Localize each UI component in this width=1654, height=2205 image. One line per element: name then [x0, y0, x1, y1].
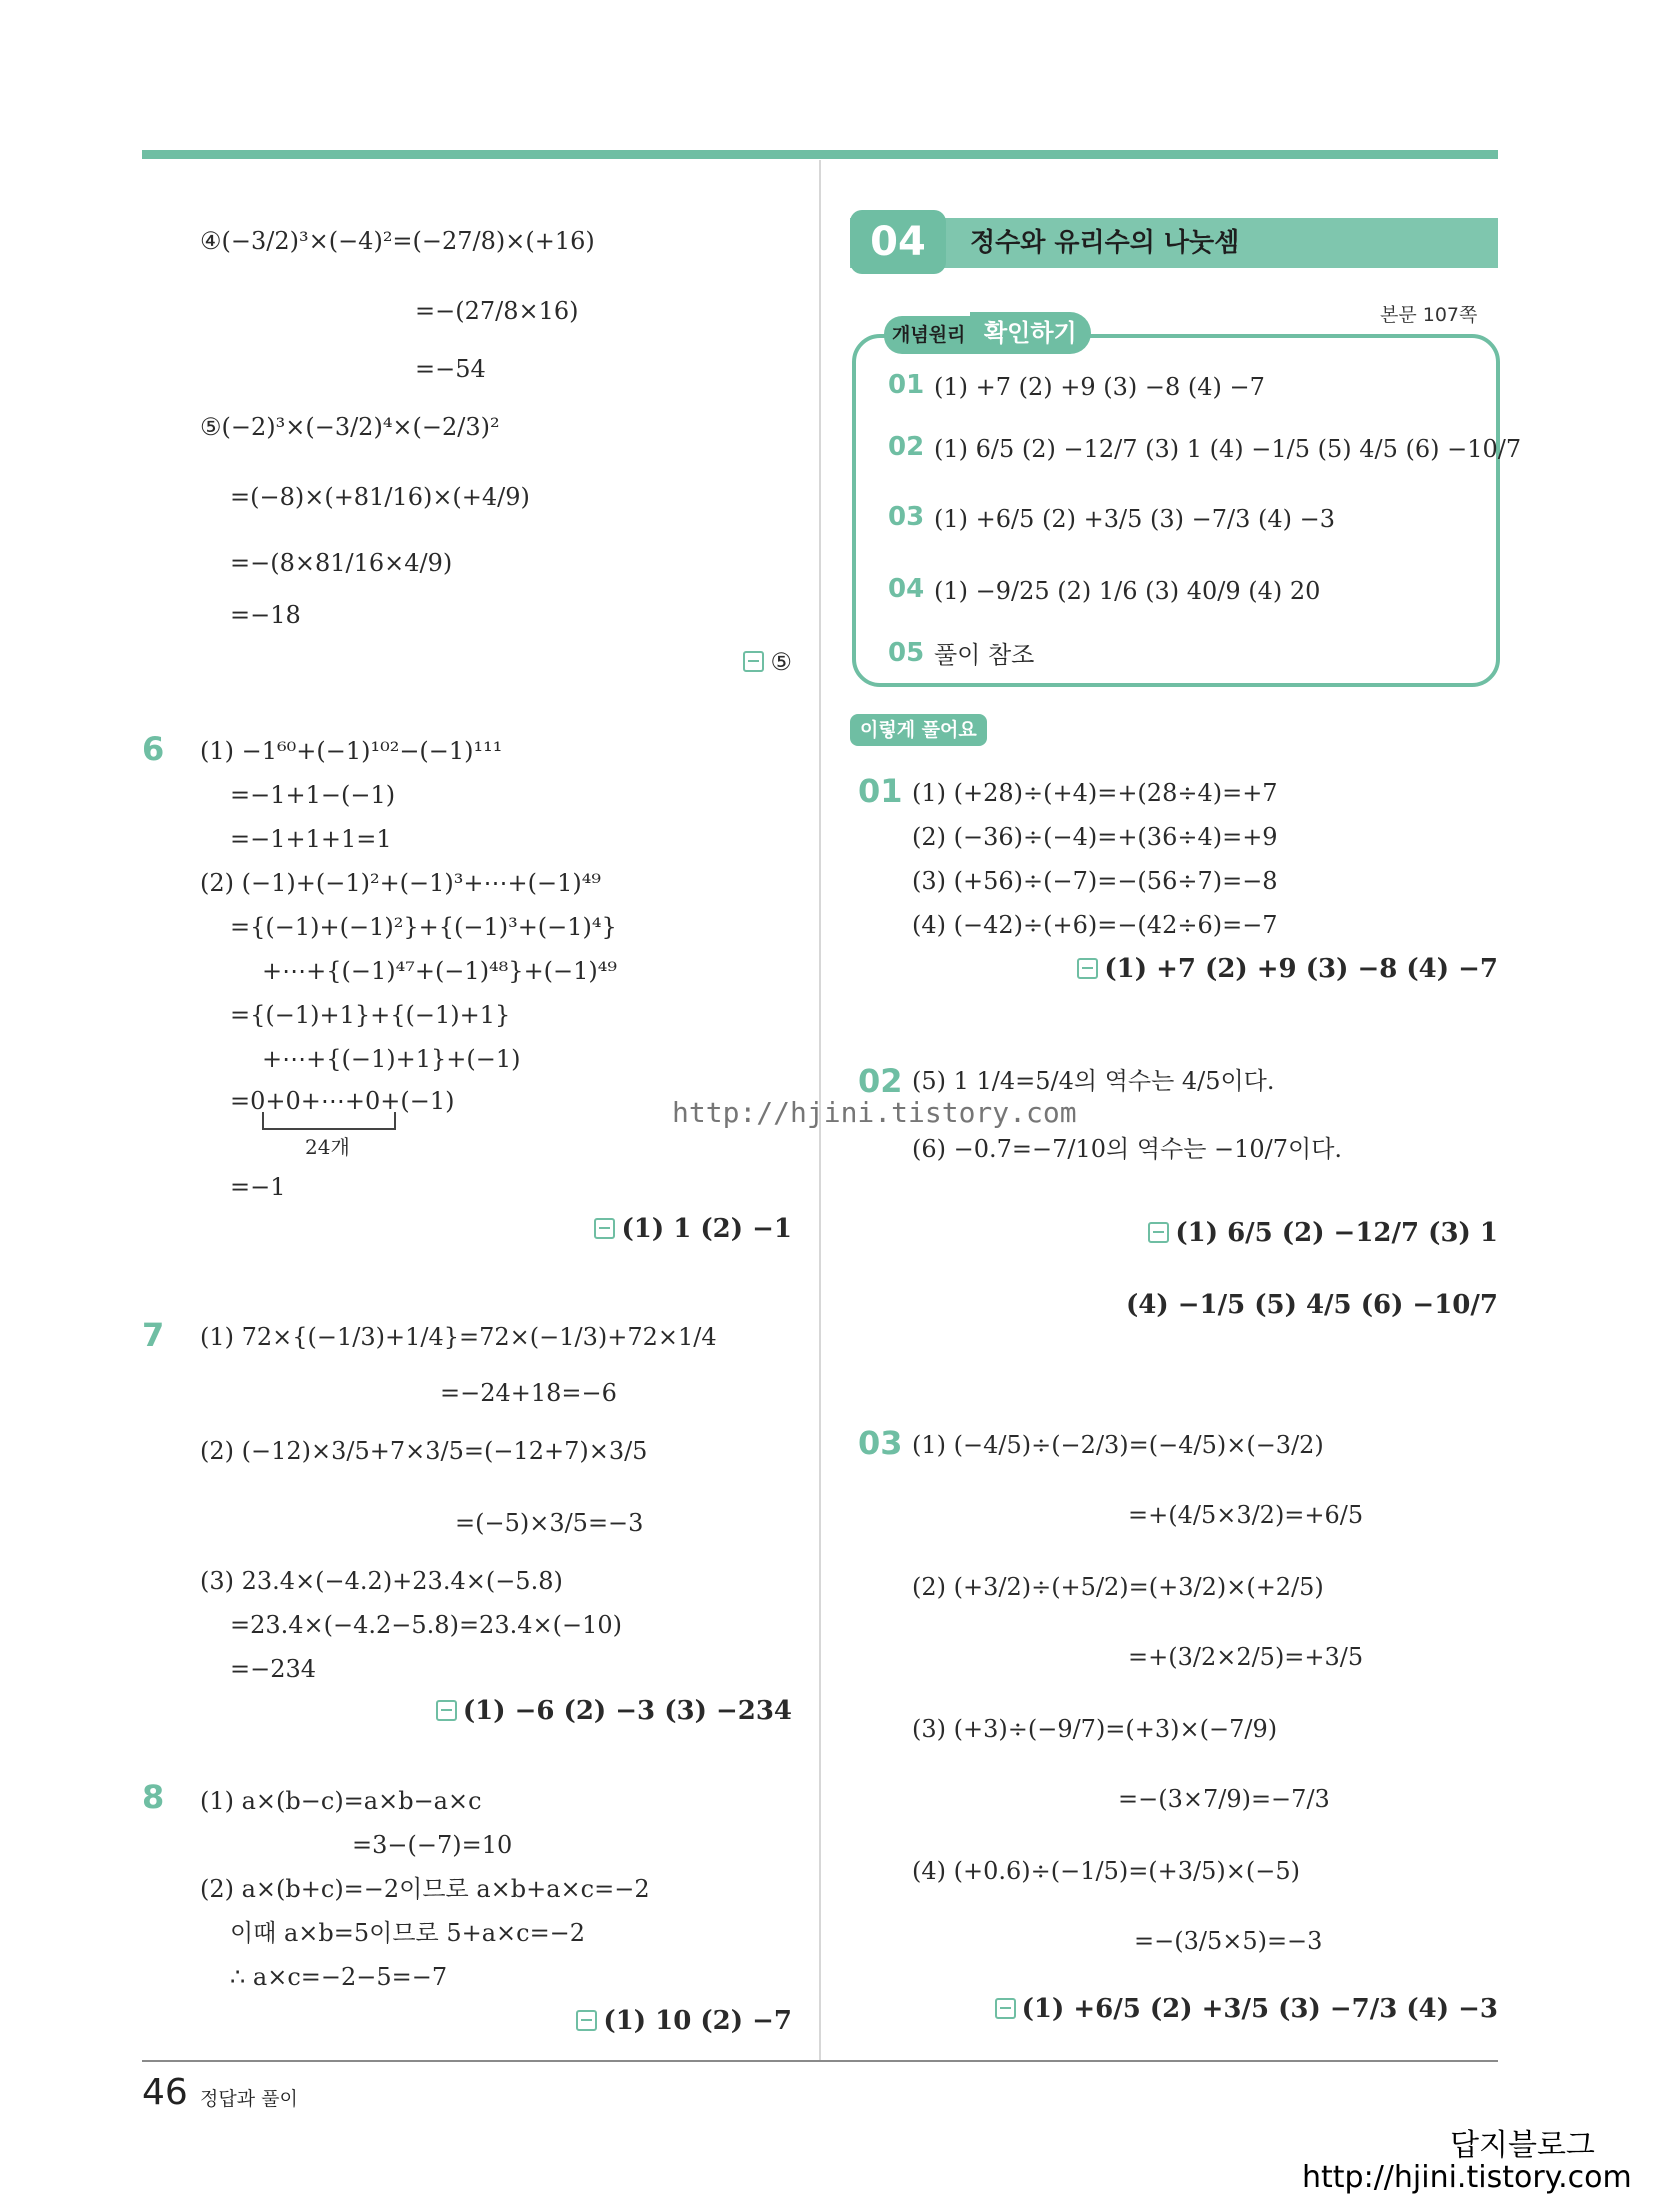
section-title: 정수와 유리수의 나눗셈	[970, 228, 1240, 258]
concept-row-text: (1) −9/25 (2) 1/6 (3) 40/9 (4) 20	[934, 577, 1321, 605]
p5-line: =−18	[230, 601, 301, 629]
footer-label: 정답과 풀이	[200, 2088, 298, 2110]
top-rule	[142, 150, 1498, 159]
s02-line: (6) −0.7=−7/10의 역수는 −10/7이다.	[912, 1135, 1343, 1163]
answer-icon	[1077, 958, 1098, 979]
concept-row-text: (1) +6/5 (2) +3/5 (3) −7/3 (4) −3	[934, 505, 1335, 533]
problem-number: 8	[142, 1778, 165, 1816]
answer-icon	[995, 1998, 1016, 2019]
s03-line: (4) (+0.6)÷(−1/5)=(+3/5)×(−5)	[912, 1857, 1300, 1885]
concept-title: 확인하기	[970, 312, 1091, 354]
p5-line: ⑤(−2)³×(−3/2)⁴×(−2/3)²	[200, 413, 500, 441]
watermark-url: http://hjini.tistory.com	[1302, 2160, 1632, 2195]
p4-line: ④(−3/2)³×(−4)²=(−27/8)×(+16)	[200, 227, 595, 255]
q7-line: =−24+18=−6	[440, 1379, 617, 1407]
q8-line: (2) a×(b+c)=−2이므로 a×b+a×c=−2	[200, 1875, 650, 1903]
answer-icon	[743, 651, 764, 672]
answer-line: (1) 6/5 (2) −12/7 (3) 1	[1148, 1218, 1498, 1248]
problem-number: 7	[142, 1316, 165, 1354]
q6-line: =−1	[230, 1173, 286, 1201]
answer-line: ⑤	[743, 648, 792, 676]
q7-line: (2) (−12)×3/5+7×3/5=(−12+7)×3/5	[200, 1437, 648, 1465]
s02-line: (5) 1 1/4=5/4의 역수는 4/5이다.	[912, 1067, 1275, 1095]
page-number: 46	[142, 2072, 188, 2113]
q7-line: (1) 72×{(−1/3)+1/4}=72×(−1/3)+72×1/4	[200, 1323, 717, 1351]
p5-line: =−(8×81/16×4/9)	[230, 549, 453, 577]
q6-line: +⋯+{(−1)+1}+(−1)	[262, 1045, 521, 1073]
concept-row-text: (1) +7 (2) +9 (3) −8 (4) −7	[934, 373, 1265, 401]
q6-line: (2) (−1)+(−1)²+(−1)³+⋯+(−1)⁴⁹	[200, 869, 601, 897]
q6-line: ={(−1)+(−1)²}+{(−1)³+(−1)⁴}	[230, 913, 617, 941]
section-badge: 04	[850, 210, 946, 274]
s01-line: (1) (+28)÷(+4)=+(28÷4)=+7	[912, 779, 1278, 807]
solve-tag: 이렇게 풀어요	[850, 714, 987, 746]
bottom-rule	[142, 2060, 1498, 2062]
q6-line: (1) −1⁶⁰+(−1)¹⁰²−(−1)¹¹¹	[200, 737, 503, 765]
answer-line: (1) −6 (2) −3 (3) −234	[436, 1696, 792, 1726]
problem-number: 03	[858, 1424, 903, 1462]
answer-icon	[594, 1218, 615, 1239]
concept-row-number: 02	[888, 432, 925, 462]
concept-row-number: 04	[888, 574, 925, 604]
answer-icon	[576, 2010, 597, 2031]
answer-line: (4) −1/5 (5) 4/5 (6) −10/7	[1125, 1290, 1498, 1320]
concept-row-number: 05	[888, 638, 925, 668]
brace-label: 24개	[305, 1135, 350, 1159]
q6-line: +⋯+{(−1)⁴⁷+(−1)⁴⁸}+(−1)⁴⁹	[262, 957, 618, 985]
s03-line: =+(3/2×2/5)=+3/5	[1128, 1643, 1364, 1671]
answer-icon	[1148, 1222, 1169, 1243]
s03-line: (3) (+3)÷(−9/7)=(+3)×(−7/9)	[912, 1715, 1278, 1743]
s01-line: (2) (−36)÷(−4)=+(36÷4)=+9	[912, 823, 1278, 851]
page-reference: 본문 107쪽	[1380, 304, 1478, 326]
q7-line: =−234	[230, 1655, 317, 1683]
q6-line: =−1+1−(−1)	[230, 781, 396, 809]
p4-line: =−54	[415, 355, 486, 383]
concept-row-text: (1) 6/5 (2) −12/7 (3) 1 (4) −1/5 (5) 4/5 (6) −10/7	[934, 435, 1522, 463]
answer-icon	[436, 1700, 457, 1721]
q6-line: ={(−1)+1}+{(−1)+1}	[230, 1001, 511, 1029]
q8-line: ∴ a×c=−2−5=−7	[230, 1963, 448, 1991]
concept-tag: 개념원리	[884, 316, 973, 354]
watermark-blog: 답지블로그	[1450, 2128, 1595, 2163]
s03-line: (1) (−4/5)÷(−2/3)=(−4/5)×(−3/2)	[912, 1431, 1324, 1459]
answer-line: (1) +6/5 (2) +3/5 (3) −7/3 (4) −3	[995, 1994, 1498, 2024]
concept-row-number: 03	[888, 502, 925, 532]
s03-line: =+(4/5×3/2)=+6/5	[1128, 1501, 1364, 1529]
q8-line: 이때 a×b=5이므로 5+a×c=−2	[230, 1919, 586, 1947]
s01-line: (4) (−42)÷(+6)=−(42÷6)=−7	[912, 911, 1278, 939]
answer-line: (1) 1 (2) −1	[594, 1214, 792, 1244]
s03-line: =−(3×7/9)=−7/3	[1118, 1785, 1330, 1813]
s01-line: (3) (+56)÷(−7)=−(56÷7)=−8	[912, 867, 1278, 895]
p5-line: =(−8)×(+81/16)×(+4/9)	[230, 483, 530, 511]
problem-number: 6	[142, 730, 165, 768]
q6-line: =0+0+⋯+0+(−1)	[230, 1087, 455, 1115]
problem-number: 02	[858, 1062, 903, 1100]
answer-line: (1) +7 (2) +9 (3) −8 (4) −7	[1077, 954, 1498, 984]
q7-line: =23.4×(−4.2−5.8)=23.4×(−10)	[230, 1611, 622, 1639]
problem-number: 01	[858, 772, 903, 810]
q8-line: =3−(−7)=10	[352, 1831, 513, 1859]
s03-line: =−(3/5×5)=−3	[1134, 1927, 1323, 1955]
concept-row-text: 풀이 참조	[934, 641, 1035, 669]
underbrace	[262, 1112, 396, 1130]
p4-line: =−(27/8×16)	[415, 297, 579, 325]
concept-row-number: 01	[888, 370, 925, 400]
answer-line: (1) 10 (2) −7	[576, 2006, 792, 2036]
watermark-url-center: http://hjini.tistory.com	[672, 1096, 1077, 1129]
q6-line: =−1+1+1=1	[230, 825, 392, 853]
q7-line: (3) 23.4×(−4.2)+23.4×(−5.8)	[200, 1567, 563, 1595]
q7-line: =(−5)×3/5=−3	[455, 1509, 644, 1537]
q8-line: (1) a×(b−c)=a×b−a×c	[200, 1787, 482, 1815]
s03-line: (2) (+3/2)÷(+5/2)=(+3/2)×(+2/5)	[912, 1573, 1324, 1601]
